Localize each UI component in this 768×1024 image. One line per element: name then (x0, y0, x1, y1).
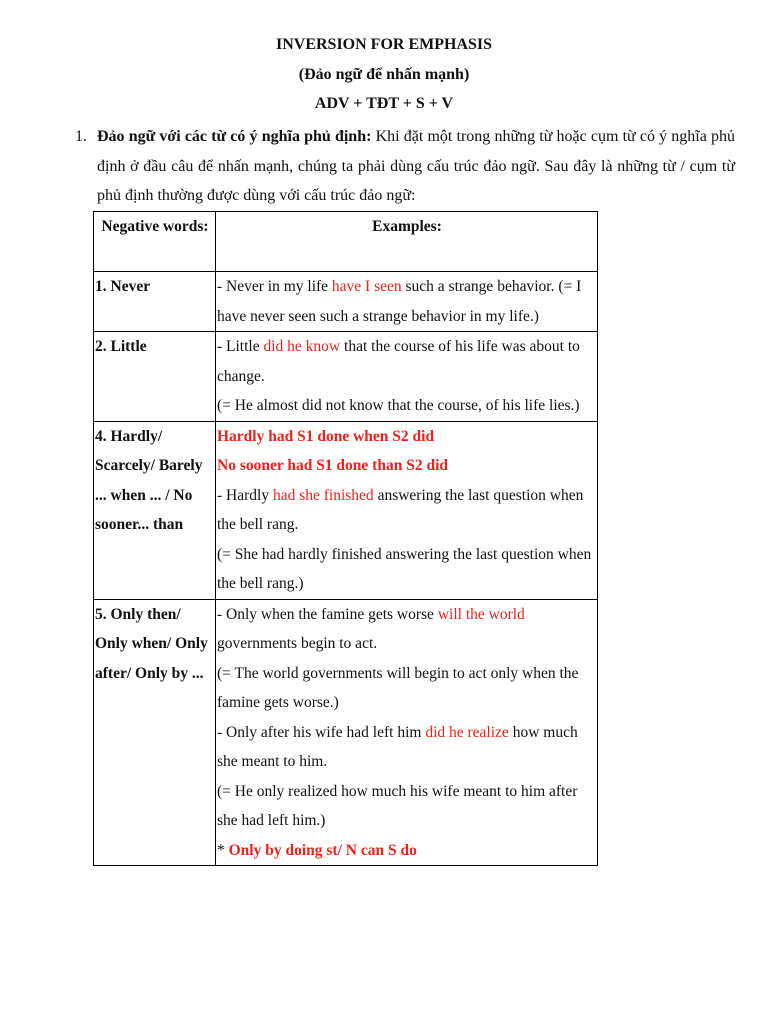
example-text: such a strange behavior. (= I have never seen such a strange behavior in my life.) (217, 278, 582, 325)
structure-formula: Hardly had S1 done when S2 did (217, 427, 435, 445)
inverted-phrase: had she finished (272, 486, 374, 504)
document-title: INVERSION FOR EMPHASIS (275, 36, 493, 53)
example-text: - Only after his wife had left him (217, 723, 426, 741)
example-line (217, 481, 597, 540)
example-line (217, 451, 597, 481)
table-row (94, 272, 598, 332)
structure-formula: No sooner had S1 done than S2 did (217, 457, 449, 474)
negative-words-table (93, 211, 598, 866)
table-row (94, 332, 598, 422)
example-line (217, 600, 597, 659)
structure-formula: Only by doing st/ N can S do (228, 841, 417, 859)
negative-word-cell: 1. Never (94, 272, 216, 332)
example-line (217, 272, 597, 331)
inverted-phrase: did he know (263, 338, 341, 355)
formula-heading: ADV + TĐT + S + V (314, 95, 454, 112)
example-line (217, 332, 597, 391)
example-line (217, 836, 597, 866)
example-text: (= He only realized how much his wife meant to him after she had left him.) (217, 782, 578, 829)
example-cell (216, 272, 598, 332)
example-text: - Hardly (217, 486, 273, 504)
list-number: 1. (75, 128, 87, 145)
example-text: (= The world governments will begin to act only when the famine gets worse.) (217, 664, 579, 711)
inverted-phrase: will the world (437, 605, 525, 623)
example-text: (= He almost did not know that the course, of his life lies.) (217, 397, 580, 414)
header-negative-words: Negative words: (94, 212, 216, 272)
header-examples: Examples: (216, 212, 598, 272)
inverted-phrase: did he realize (425, 723, 509, 741)
example-text: answering the last question when the bell rang. (217, 486, 584, 533)
example-line (217, 777, 597, 836)
intro-rest: Khi đặt một trong những từ hoặc cụm từ có ý nghĩa phủ định ở đầu câu để nhấn mạnh, chúng ta phải dùng cấu trúc đảo ngữ. Sau đây là những từ / cụm từ phủ định thường được dùng với cấu trúc đảo ngữ: (97, 128, 736, 204)
example-text: (= She had hardly finished answering the last question when the bell rang.) (217, 545, 592, 592)
table-row (94, 421, 598, 599)
negative-word-cell: 5. Only then/ Only when/ Only after/ Only by ... (94, 599, 216, 866)
intro-bold: Đảo ngữ với các từ có ý nghĩa phủ định: (97, 128, 372, 145)
example-text: how much she meant to him. (217, 723, 578, 770)
example-text: - Only when the famine gets worse (217, 605, 438, 623)
example-line (217, 659, 597, 718)
table-header-row (94, 212, 598, 272)
example-cell (216, 332, 598, 422)
example-text: governments begin to act. (217, 635, 378, 652)
example-text: - Never in my life (217, 278, 332, 295)
example-cell (216, 599, 598, 866)
negative-word-cell: 2. Little (94, 332, 216, 422)
example-cell (216, 421, 598, 599)
intro-text (97, 122, 735, 211)
example-line (217, 540, 597, 599)
negative-word-cell: 4. Hardly/ Scarcely/ Barely ... when ... / No sooner... than (94, 421, 216, 599)
table-row (94, 599, 598, 866)
example-line (217, 718, 597, 777)
example-text: - Little (217, 338, 264, 355)
example-text: that the course of his life was about to change. (217, 338, 580, 385)
document-subtitle: (Đảo ngữ để nhấn mạnh) (298, 66, 470, 83)
example-line (217, 391, 597, 421)
intro-paragraph (75, 122, 735, 211)
example-text: * (217, 841, 229, 859)
inverted-phrase: have I seen (331, 278, 402, 295)
example-line (217, 422, 597, 452)
